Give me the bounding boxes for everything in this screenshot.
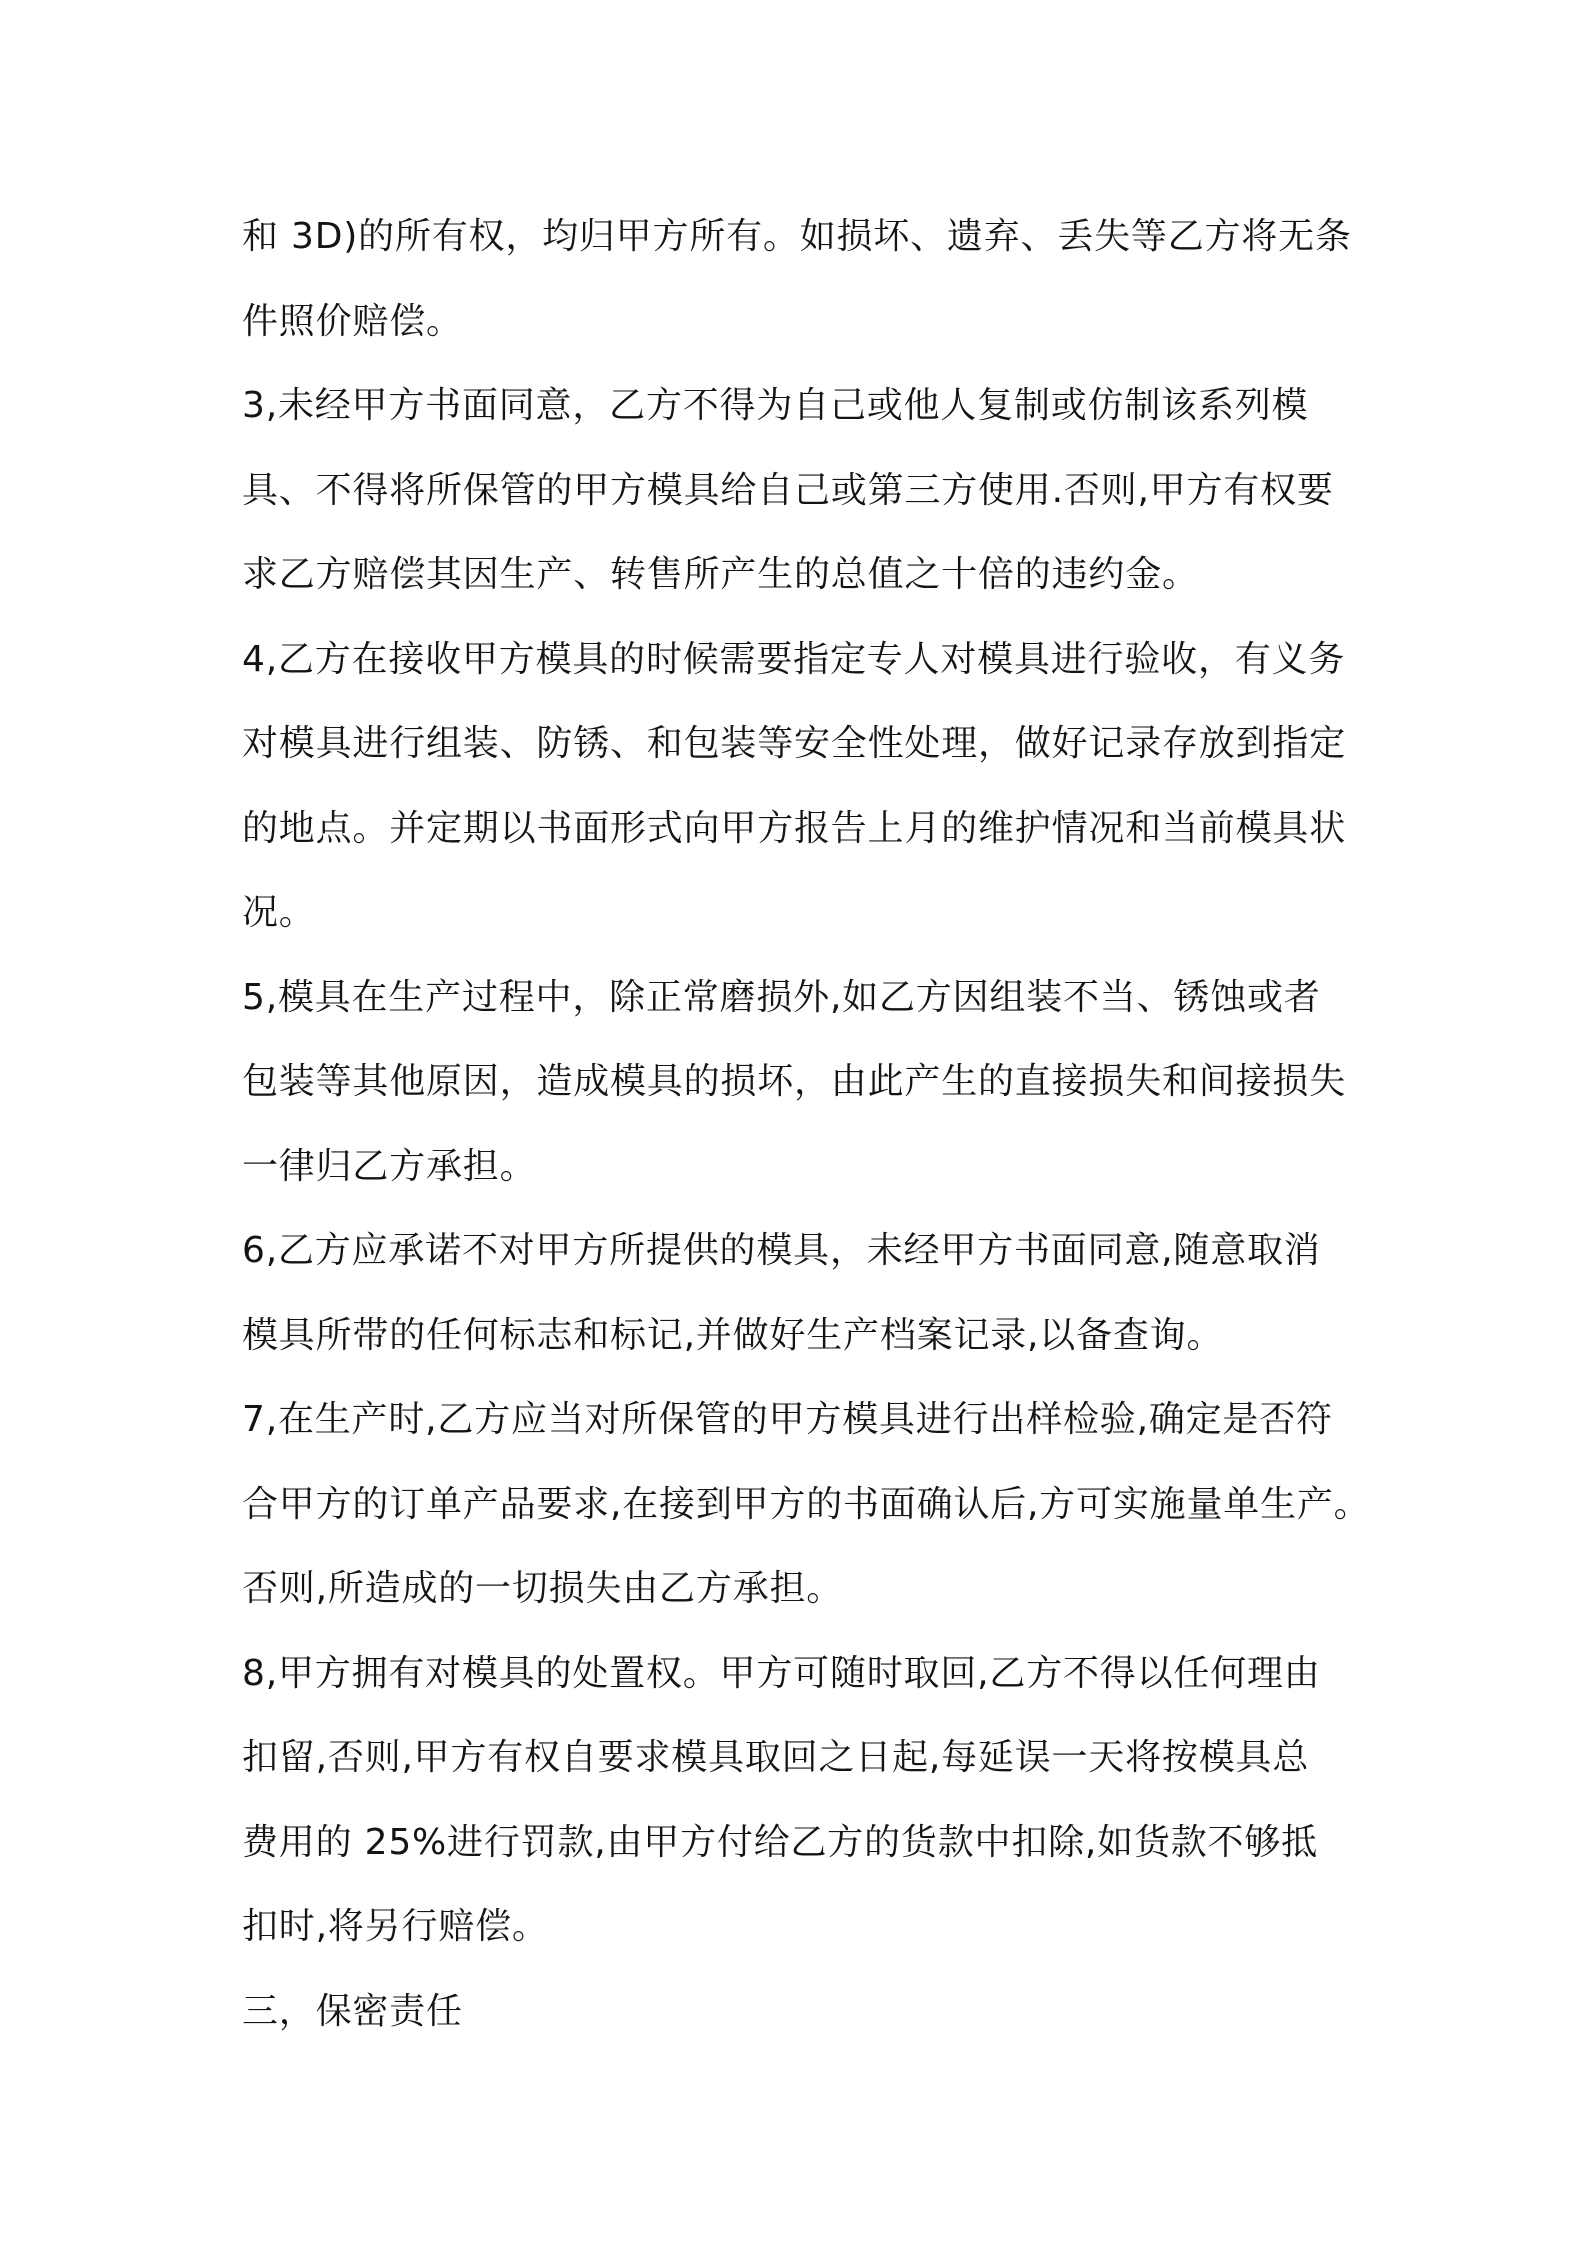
text-line: 否则,所造成的一切损失由乙方承担。	[242, 1568, 844, 1609]
text-line: 费用的 25%进行罚款,由甲方付给乙方的货款中扣除,如货款不够抵	[242, 1821, 1318, 1863]
text-line: 件照价赔偿。	[242, 300, 463, 342]
clause-7-line: 7,在生产时,乙方应当对所保管的甲方模具进行出样检验,确定是否符	[242, 1399, 1333, 1440]
text-line: 一律归乙方承担。	[242, 1145, 537, 1187]
text-line: 求乙方赔偿其因生产、转售所产生的总值之十倍的违约金。	[242, 554, 1199, 595]
clause-6-line: 6,乙方应承诺不对甲方所提供的模具，未经甲方书面同意,随意取消	[242, 1230, 1321, 1271]
clause-4-line: 4,乙方在接收甲方模具的时候需要指定专人对模具进行验收，有义务	[242, 638, 1346, 680]
clause-8-line: 8,甲方拥有对模具的处置权。甲方可随时取回,乙方不得以任何理由	[242, 1652, 1321, 1694]
clause-3-line: 3,未经甲方书面同意，乙方不得为自己或他人复制或仿制该系列模	[242, 385, 1309, 426]
text-line: 具、不得将所保管的甲方模具给自己或第三方使用.否则,甲方有权要	[242, 469, 1334, 511]
text-line: 况。	[242, 892, 316, 933]
text-line: 的地点。并定期以书面形式向甲方报告上月的维护情况和当前模具状	[242, 807, 1347, 849]
document-body	[242, 195, 1382, 2054]
text-line: 模具所带的任何标志和标记,并做好生产档案记录,以备查询。	[242, 1314, 1224, 1356]
text-line: 对模具进行组装、防锈、和包装等安全性处理，做好记录存放到指定	[242, 723, 1347, 764]
section-heading: 三，保密责任	[242, 1990, 463, 2032]
text-line: 和 3D)的所有权，均归甲方所有。如损坏、遗弃、丢失等乙方将无条	[242, 216, 1352, 257]
text-line: 合甲方的订单产品要求,在接到甲方的书面确认后,方可实施量单生产。	[242, 1483, 1371, 1525]
clause-5-line: 5,模具在生产过程中，除正常磨损外,如乙方因组装不当、锈蚀或者	[242, 976, 1321, 1018]
text-line: 扣时,将另行赔偿。	[242, 1906, 549, 1947]
text-line: 扣留,否则,甲方有权自要求模具取回之日起,每延误一天将按模具总	[242, 1737, 1310, 1778]
text-line: 包装等其他原因，造成模具的损坏，由此产生的直接损失和间接损失	[242, 1061, 1347, 1102]
